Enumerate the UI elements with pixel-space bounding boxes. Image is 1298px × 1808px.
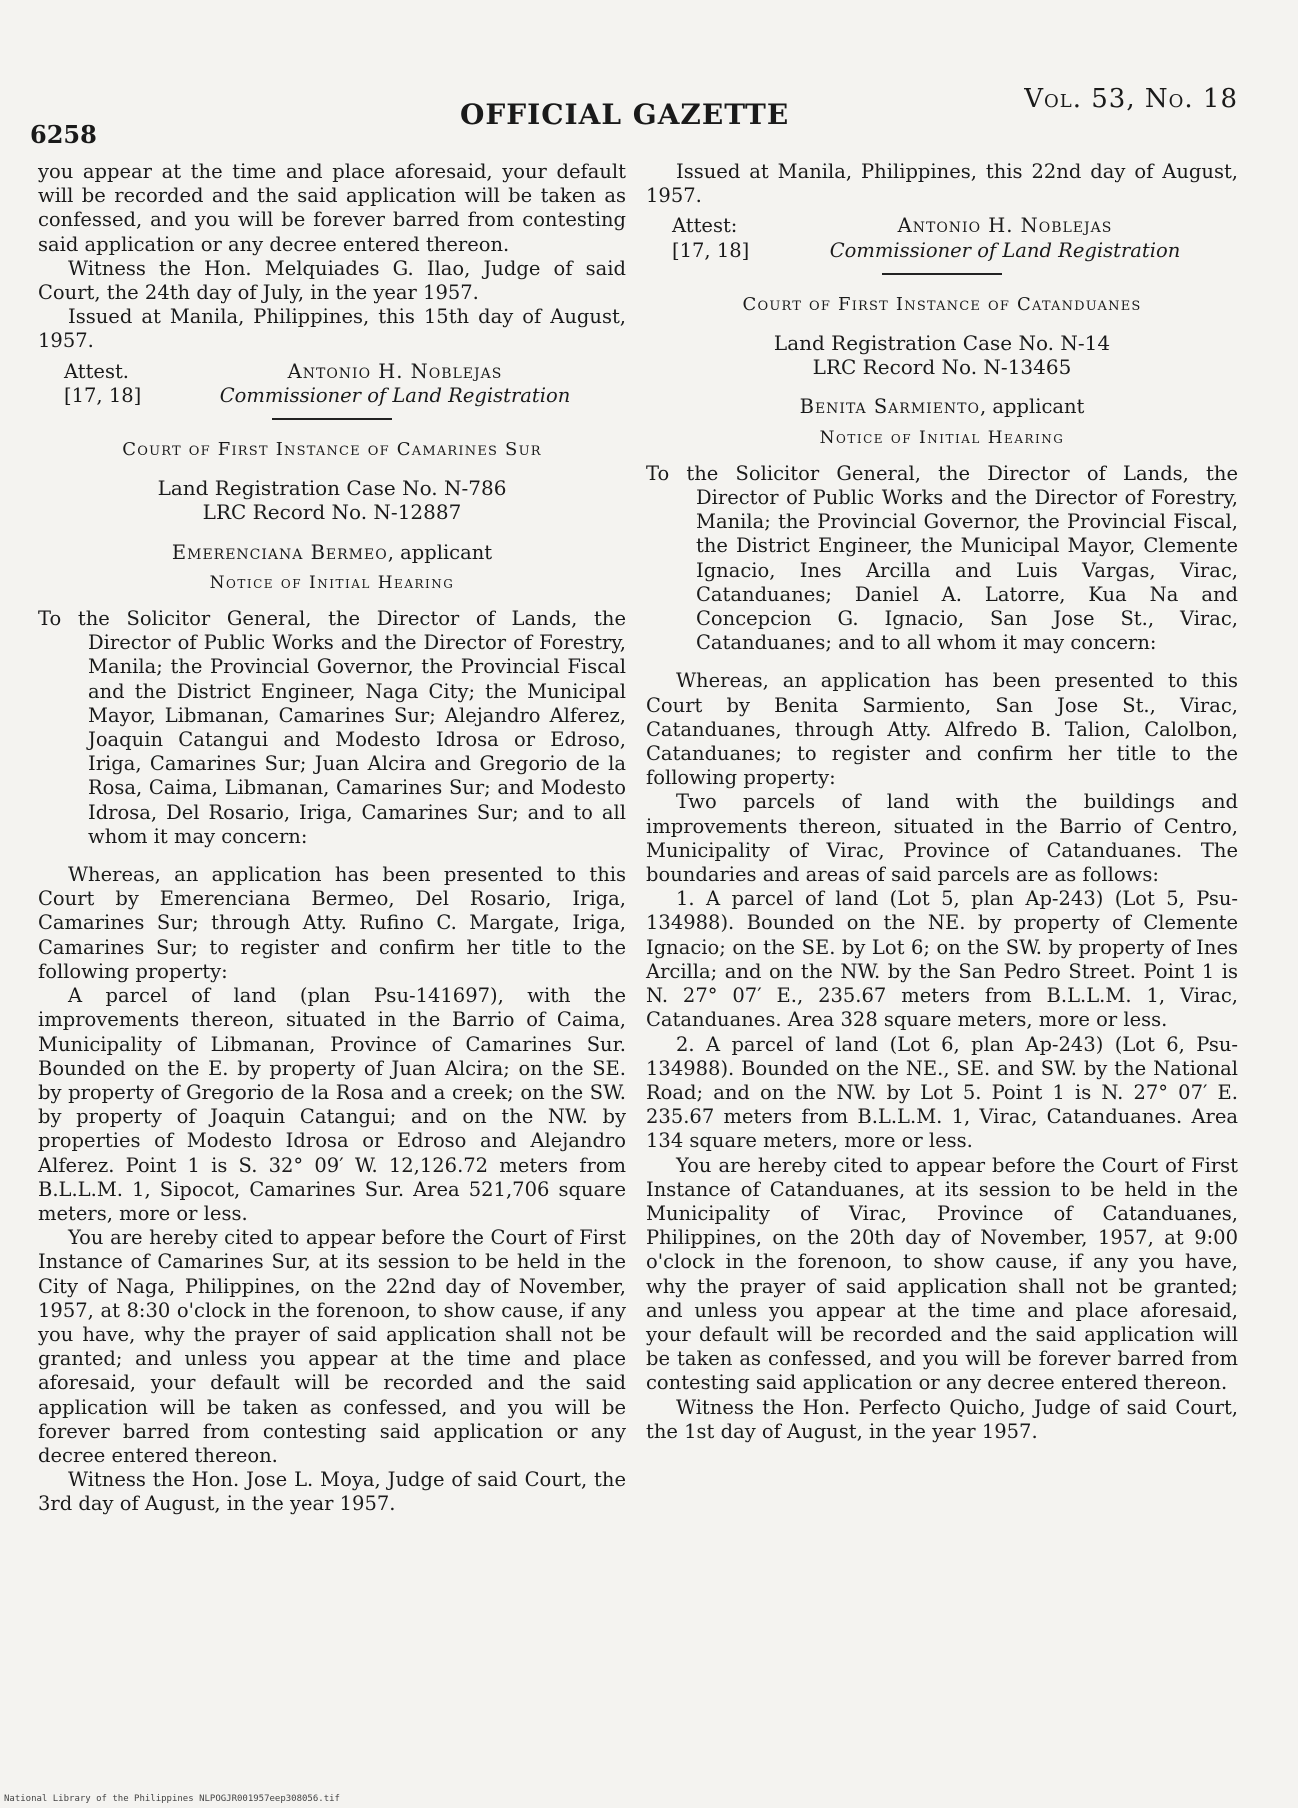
case-number: Land Registration Case No. N-786: [157, 476, 507, 501]
publication-title: OFFICIAL GAZETTE: [460, 98, 790, 131]
section-divider: [272, 418, 392, 420]
application-paragraph: Whereas, an application has been presented to this Court by Emerenciana Bermeo, Del Rosario, Iriga, Camarines Sur; through Atty. Rufino C. Margate, Iriga, Camarines Sur; to register and confirm her title to the following property:: [38, 863, 626, 983]
lrc-record-number: LRC Record No. N-12887: [202, 500, 462, 525]
property-paragraph: A parcel of land (plan Psu-141697), with the improvements thereon, situated in the Barrio of Caima, Municipality of Libmanan, Province of Camarines Sur. Bounded on the E. by property of Juan Alcira; on the SE. by property of Gregorio de la Rosa and a creek; on the SW. by property of Joaquin Catangui; and on the NW. by properties of Modesto Idrosa or Edroso and Alejandro Alferez. Point 1 is S. 32° 09′ W. 12,126.72 meters from B.L.L.M. 1, Sipocot, Camarines Sur. Area 521,706 square meters, more or less.: [38, 984, 626, 1225]
scan-source-footer: National Library of the Philippines NLPOGJR001957eep308056.tif: [4, 1794, 340, 1804]
right-column: [646, 160, 1238, 1444]
attest-ref: [17, 18]: [64, 383, 142, 407]
witness-paragraph: Witness the Hon. Melquiades G. Ilao, Judge of said Court, the 24th day of July, in the year 1957.: [38, 256, 626, 305]
applicant-name: Emerenciana Bermeo: [171, 540, 388, 564]
case-number: Land Registration Case No. N-14: [773, 331, 1111, 356]
court-heading: Court of First Instance of Catanduanes: [742, 293, 1142, 315]
citation-paragraph: You are hereby cited to appear before the Court of First Instance of Catanduanes, at its session to be held in the Municipality of Virac, Province of Catanduanes, Philippines, on the 20th day of November, 1957, at 9:00 o'clock in the forenoon, to show cause, if any you have, why the prayer of said application shall not be granted; and unless you appear at the time and place aforesaid, your default will be recorded and the said application will be taken as confessed, and you will be forever barred from contesting said application or any decree entered thereon.: [646, 1153, 1238, 1395]
attest-name: Antonio H. Noblejas: [897, 214, 1113, 238]
page-header: [30, 84, 1238, 149]
address-paragraph: To the Solicitor General, the Director of Lands, the Director of Public Works and the Director of Forestry, Manila; the Provincial Governor, the Provincial Fiscal and the District Engineer, Naga City; the Municipal Mayor, Libmanan, Camarines Sur; Alejandro Alferez, Joaquin Catangui and Modesto Idrosa or Edroso, Iriga, Camarines Sur; Juan Alcira and Gregorio de la Rosa, Caima, Libmanan, Camarines Sur; and Modesto Idrosa, Del Rosario, Iriga, Camarines Sur; and to all whom it may concern:: [38, 607, 626, 848]
judge-witness-paragraph: Witness the Hon. Perfecto Quicho, Judge of said Court, the 1st day of August, in the year 1957.: [646, 1395, 1238, 1443]
applicant-line: [646, 395, 1238, 419]
left-column: [38, 160, 626, 1517]
issued-paragraph: Issued at Manila, Philippines, this 15th day of August, 1957.: [38, 305, 626, 353]
applicant-suffix: , applicant: [979, 395, 1085, 419]
applicant-suffix: , applicant: [387, 540, 493, 564]
attest-label: Attest:: [672, 214, 738, 238]
page-number: 6258: [30, 120, 97, 149]
issued-paragraph: Issued at Manila, Philippines, this 22nd day of August, 1957.: [646, 160, 1238, 208]
applicant-line: [38, 541, 626, 565]
property-paragraph: Two parcels of land with the buildings and improvements thereon, situated in the Barrio of Centro, Municipality of Virac, Province of Catanduanes. The boundaries and areas of said parcels are as follows:: [646, 790, 1238, 887]
parcel-two-paragraph: 2. A parcel of land (Lot 6, plan Ap-243) (Lot 6, Psu-134988). Bounded on the NE., SE. and SW. by the National Road; and on the NW. by Lot 5. Point 1 is N. 27° 07′ E. 235.67 meters from B.L.L.M. 1, Virac, Catanduanes. Area 134 square meters, more or less.: [646, 1032, 1238, 1153]
attest-role: Commissioner of Land Registration: [829, 238, 1181, 262]
section-divider: [882, 273, 1002, 275]
volume-issue: Vol. 53, No. 18: [1024, 84, 1238, 114]
attest-label: Attest.: [64, 359, 129, 383]
attest-role: Commissioner of Land Registration: [219, 383, 571, 407]
carryover-paragraph: you appear at the time and place aforesaid, your default will be recorded and the said application will be taken as confessed, and you will be forever barred from contesting said application or any decree entered thereon.: [38, 160, 626, 256]
lrc-record-number: LRC Record No. N-13465: [812, 355, 1072, 380]
attestation-block: [672, 214, 1238, 262]
judge-witness-paragraph: Witness the Hon. Jose L. Moya, Judge of said Court, the 3rd day of August, in the year 1957.: [38, 1468, 626, 1516]
parcel-one-paragraph: 1. A parcel of land (Lot 5, plan Ap-243) (Lot 5, Psu-134988). Bounded on the NE. by property of Clemente Ignacio; on the SE. by Lot 6; on the SW. by property of Ines Arcilla; and on the NW. by the San Pedro Street. Point 1 is N. 27° 07′ E., 235.67 meters from B.L.L.M. 1, Virac, Catanduanes. Area 328 square meters, more or less.: [646, 887, 1238, 1032]
attest-ref: [17, 18]: [672, 238, 750, 262]
citation-paragraph: You are hereby cited to appear before the Court of First Instance of Camarines Sur, at its session to be held in the City of Naga, Philippines, on the 22nd day of November, 1957, at 8:30 o'clock in the forenoon, to show cause, if any you have, why the prayer of said application shall not be granted; and unless you appear at the time and place aforesaid, your default will be recorded and the said application will be taken as confessed, and you will be forever barred from contesting said application or any decree entered thereon.: [38, 1226, 626, 1467]
notice-heading: Notice of Initial Hearing: [819, 427, 1065, 448]
applicant-name: Benita Sarmiento: [799, 395, 980, 419]
notice-heading: Notice of Initial Hearing: [209, 572, 455, 593]
attest-name: Antonio H. Noblejas: [287, 359, 503, 383]
application-paragraph: Whereas, an application has been presented to this Court by Benita Sarmiento, San Jose St., Virac, Catanduanes, through Atty. Alfredo B. Talion, Calolbon, Catanduanes; to register and confirm her title to the following property:: [646, 669, 1238, 790]
attestation-block: [64, 360, 626, 408]
address-paragraph: To the Solicitor General, the Director of Lands, the Director of Public Works and the Director of Forestry, Manila; the Provincial Governor, the Provincial Fiscal, the District Engineer, the Municipal Mayor, Clemente Ignacio, Ines Arcilla and Luis Vargas, Virac, Catanduanes; Daniel A. Latorre, Kua Na and Concepcion G. Ignacio, San Jose St., Virac, Catanduanes; and to all whom it may concern:: [646, 461, 1238, 655]
court-heading: Court of First Instance of Camarines Sur: [122, 439, 542, 461]
